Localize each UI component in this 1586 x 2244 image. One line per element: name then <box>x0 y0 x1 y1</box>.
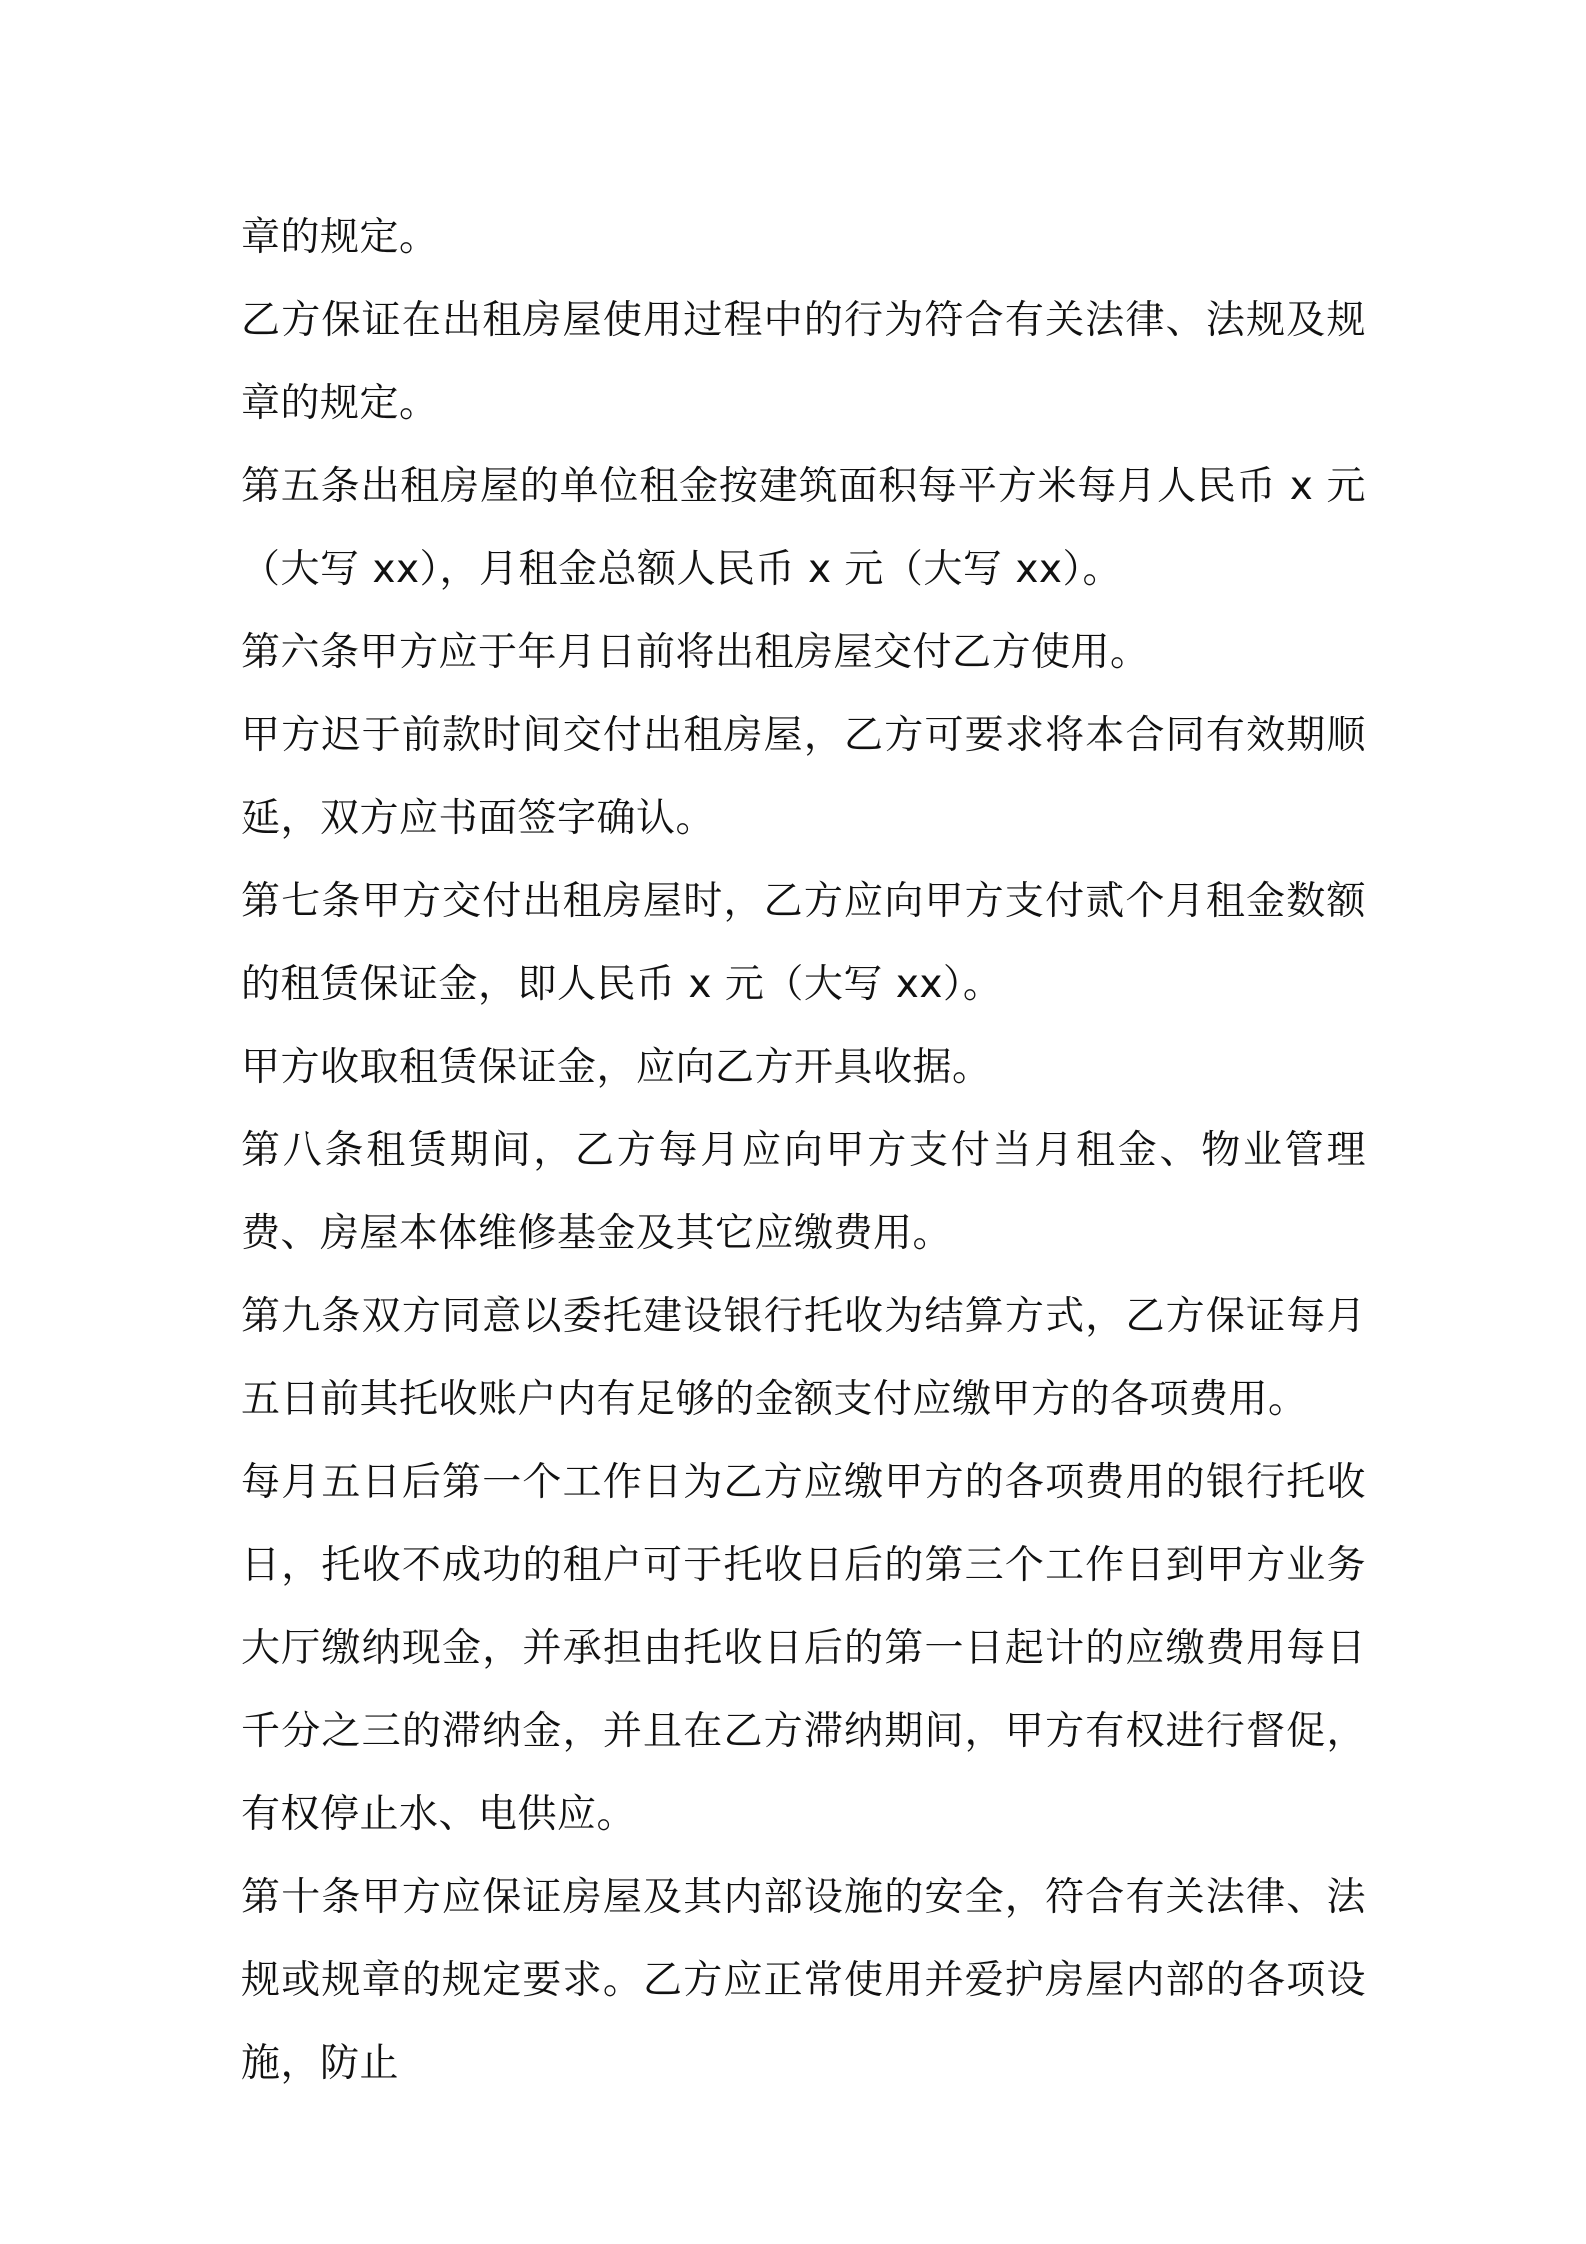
paragraph: 甲方迟于前款时间交付出租房屋，乙方可要求将本合同有效期顺延，双方应书面签字确认。 <box>241 713 1366 841</box>
paragraph: 第十条甲方应保证房屋及其内部设施的安全，符合有关法律、法规或规章的规定要求。乙方应正常使用并爱护房屋内部的各项设施，防止 <box>241 1875 1366 2086</box>
paragraph: 第五条出租房屋的单位租金按建筑面积每平方米每月人民币 x 元（大写 xx），月租金总额人民币 x 元（大写 xx）。 <box>241 464 1366 592</box>
paragraph: 第八条租赁期间，乙方每月应向甲方支付当月租金、物业管理费、房屋本体维修基金及其它应缴费用。 <box>241 1128 1366 1256</box>
paragraph: 甲方收取租赁保证金，应向乙方开具收据。 <box>241 1045 992 1090</box>
document-body <box>241 196 1366 2105</box>
paragraph: 乙方保证在出租房屋使用过程中的行为符合有关法律、法规及规章的规定。 <box>241 298 1366 426</box>
paragraph: 每月五日后第一个工作日为乙方应缴甲方的各项费用的银行托收日，托收不成功的租户可于托收日后的第三个工作日到甲方业务大厅缴纳现金，并承担由托收日后的第一日起计的应缴费用每日千分之三的滞纳金，并且在乙方滞纳期间，甲方有权进行督促，有权停止水、电供应。 <box>241 1460 1366 1837</box>
paragraph: 第九条双方同意以委托建设银行托收为结算方式，乙方保证每月五日前其托收账户内有足够的金额支付应缴甲方的各项费用。 <box>241 1294 1366 1422</box>
paragraph: 章的规定。 <box>241 215 439 260</box>
paragraph: 第七条甲方交付出租房屋时，乙方应向甲方支付贰个月租金数额的租赁保证金，即人民币 x 元（大写 xx）。 <box>241 879 1366 1007</box>
paragraph: 第六条甲方应于年月日前将出租房屋交付乙方使用。 <box>241 630 1150 675</box>
